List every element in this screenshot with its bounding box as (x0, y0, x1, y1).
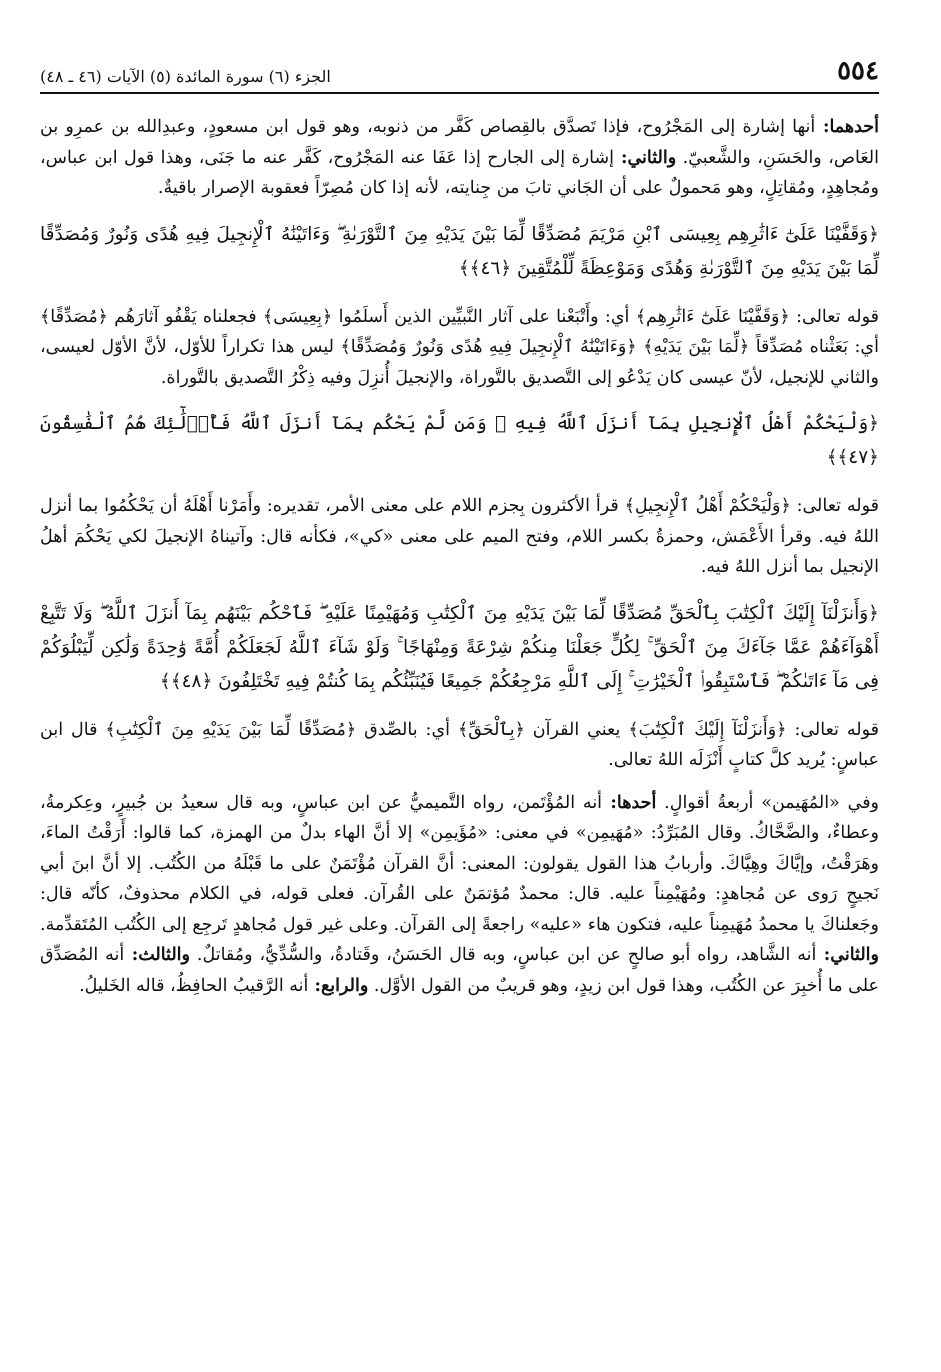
text-run: ﴿وَأَنزَلْنَآ إِلَيْكَ ٱلْكِتَٰبَ بِٱلْحَقِّ مُصَدِّقًا لِّمَا بَيْنَ يَدَيْهِ مِنَ ٱلْكِتَٰبِ وَمُهَيْمِنًا عَلَيْهِ ۖ فَٱحْكُم بَيْنَهُم بِمَآ أَنزَلَ ٱللَّهُ ۖ وَلَا تَتَّبِعْ أَهْوَآءَهُمْ عَمَّا جَآءَكَ مِنَ ٱلْحَقِّ ۚ لِكُلٍّ جَعَلْنَا مِنكُمْ شِرْعَةً وَمِنْهَاجًا ۚ وَلَوْ شَآءَ ٱللَّهُ لَجَعَلَكُمْ أُمَّةً وَٰحِدَةً وَلَٰكِن لِّيَبْلُوَكُمْ فِى مَآ ءَاتَىٰكُمْ ۖ فَٱسْتَبِقُوا۟ ٱلْخَيْرَٰتِ ۚ إِلَى ٱللَّهِ مَرْجِعُكُمْ جَمِيعًا فَيُنَبِّئُكُم بِمَا كُنتُمْ فِيهِ تَخْتَلِفُونَ ﴿٤٨﴾﴾ (40, 602, 879, 692)
commentary-paragraph (40, 491, 879, 583)
text-run: أنها إشارة إلى المَجْرُوح، فإذا تَصدَّق بالقِصاص كَفَّر من ذنوبه، وهو قول ابن مسعودٍ، وعبدِالله بن عمرِو بن العَاص، والحَسَنِ، والشَّعبيّ. (40, 117, 879, 168)
commentary-paragraph (40, 788, 879, 1002)
text-run: قوله تعالى: ﴿وَأَنزَلْنَآ إِلَيْكَ ٱلْكِتَٰبَ﴾ يعني القرآن ﴿بِٱلْحَقِّ﴾ أي: بالصِّدق ﴿مُصَدِّقًا لِّمَا بَيْنَ يَدَيْهِ مِنَ ٱلْكِتَٰبِ﴾ قال ابن عباسٍ: يُريد كلَّ كتابٍ أَنْزَلَه اللهُ تعالى. (40, 719, 879, 770)
bold-term: أحدها: (602, 792, 657, 813)
text-run: قوله تعالى: ﴿وَلْيَحْكُمْ أَهْلُ ٱلْإِنجِيلِ﴾ قرأ الأكثرون بِجزم اللام على معنى الأمر، تقديره: وأَمَرْنا أَهْلَهُ أن يَحْكُمُوا بما أنزل اللهُ فيه. وقرأ الأَعْمَش، وحمزةُ بكسر اللام، وفتح الميم على معنى «كي»، فكأنه قال: وآتيناهُ الإنجيلَ لكي يَحْكُمَ أهلُ الإنجيل بما أنزل اللهُ فيه. (40, 496, 879, 577)
bold-term: أحدهما: (815, 117, 879, 137)
quran-verse-block (40, 218, 879, 286)
commentary-paragraph (40, 302, 879, 394)
text-run: ﴿وَلْيَحْكُمْ أَهْلُ ٱلْإِنجِيلِ بِمَآ أَنزَلَ ٱللَّهُ فِيهِ ۚ وَمَن لَّمْ يَحْكُم بِمَآ أَنزَلَ ٱللَّهُ فَأُو۟لَٰٓئِكَ هُمُ ٱلْفَٰسِقُونَ ﴿٤٧﴾﴾ (40, 413, 879, 468)
body-text (40, 112, 879, 1001)
text-run: أنه المُؤْتَمن، رواه التَّميميُّ عن ابن عباسٍ، وبه قال سعيدُ بن جُبيرٍ، وعِكرمةُ، وعطاءٌ، والضَّحَّاكُ. وقال المُبَرِّدُ: «مُهَيمِن» في معنى: «مُؤَيمِن» إلا أنَّ الهاء بدلٌ من الهمزة، كما قالوا: أَرَقْتُ الماءَ، وهَرَقْتُ، وإيَّاكَ وهِيَّاكَ. وأربابُ هذا القول يقولون: المعنى: أنَّ القرآن مُؤْتَمَنٌ على ما قَبْلَهُ من الكُتُب. إلا أنَّ ابنَ أبي نَجيحٍ رَوى عن مُجاهدٍ: ومُهَيْمِناً عليه. قال: محمدٌ مُؤتمَنٌ على القُرآن. فعلى قوله، في الكلام محذوفٌ، كأنّه قال: وجَعلناكَ يا محمدُ مُهَيمِناً عليه، فتكون هاء «عليه» راجعةً إلى القرآن. وعلى غير قول مُجاهدٍ تَرجِع إلى الكُتُب المُتَقدِّمة. (40, 792, 879, 935)
text-run: أنه الرَّقيبُ الحافِظُ، قاله الخَليلُ. (79, 975, 309, 996)
text-run: وفي «المُهَيمن» أربعةُ أقوالٍ. (656, 792, 880, 813)
text-run: قوله تعالى: ﴿وَقَفَّيْنَا عَلَىٰٓ ءَاثَٰرِهِم﴾ أي: وأَتْبَعْنا على آثار النَّبيِّين الذين أَسلَمُوا ﴿بِعِيسَى﴾ فجعلناه يَقْفُو آثارَهُم ﴿مُصَدِّقًا﴾ أي: بَعَثْناه مُصَدِّقاً ﴿لِّمَا بَيْنَ يَدَيْهِ﴾ ﴿وَءَاتَيْنَٰهُ ٱلْإِنجِيلَ فِيهِ هُدًى وَنُورٌ وَمُصَدِّقًا﴾ ليس هذا تكراراً للأوّل، لأنَّ الأوّل لعيسى، والثاني للإنجيل، لأنّ عيسى كان يَدْعُو إلى التَّصديق بالتَّوراة، والإنجيلَ أُنزِلَ وفيه ذِكْرُ التَّصديق بالتَّوراة. (40, 306, 879, 388)
commentary-paragraph (40, 112, 879, 204)
commentary-paragraph (40, 715, 879, 776)
text-run: إشارة إلى الجارح إذا عَفَا عنه المَجْرُوح، كَفَّر عنه ما جَنَى، وهذا قول ابن عباس، ومُجاهِدٍ، ومُقاتِلٍ، وهو مَحمولٌ على أن الجَاني تابَ من جِنايته، لأنه إذا كان مُصِرّاً فعقوبة الإصرار باقيةٌ. (40, 147, 879, 198)
bold-term: والثالث: (124, 945, 190, 965)
text-run: أنه المُصَدِّق على ما أُخبِرَ عن الكُتُب، وهذا قول ابن زيدٍ، وهو قريبٌ من القول الأوَّل. (40, 945, 879, 996)
text-run: أنه الشَّاهد، رواه أبو صالحٍ عن ابن عباسٍ، وبه قال الحَسَنُ، وقَتادةُ، والسُّدِّيُّ، ومُقاتلٌ. (189, 945, 817, 965)
page-number: ٥٥٤ (837, 56, 879, 86)
running-title: الجزء (٦) سورة المائدة (٥) الآيات (٤٦ ـ ٤٨) (40, 67, 331, 86)
bold-term: والثاني: (816, 945, 879, 965)
page-header (40, 56, 879, 94)
quran-verse-block (40, 597, 879, 699)
bold-term: والرابع: (308, 975, 369, 996)
bold-term: والثاني: (614, 147, 677, 168)
quran-verse-block (40, 407, 879, 475)
text-run: ﴿وَقَفَّيْنَا عَلَىٰٓ ءَاثَٰرِهِم بِعِيسَى ٱبْنِ مَرْيَمَ مُصَدِّقًا لِّمَا بَيْنَ يَدَيْهِ مِنَ ٱلتَّوْرَىٰةِ ۖ وَءَاتَيْنَٰهُ ٱلْإِنجِيلَ فِيهِ هُدًى وَنُورٌ وَمُصَدِّقًا لِّمَا بَيْنَ يَدَيْهِ مِنَ ٱلتَّوْرَىٰةِ وَهُدًى وَمَوْعِظَةً لِّلْمُتَّقِينَ ﴿٤٦﴾﴾ (40, 223, 879, 279)
